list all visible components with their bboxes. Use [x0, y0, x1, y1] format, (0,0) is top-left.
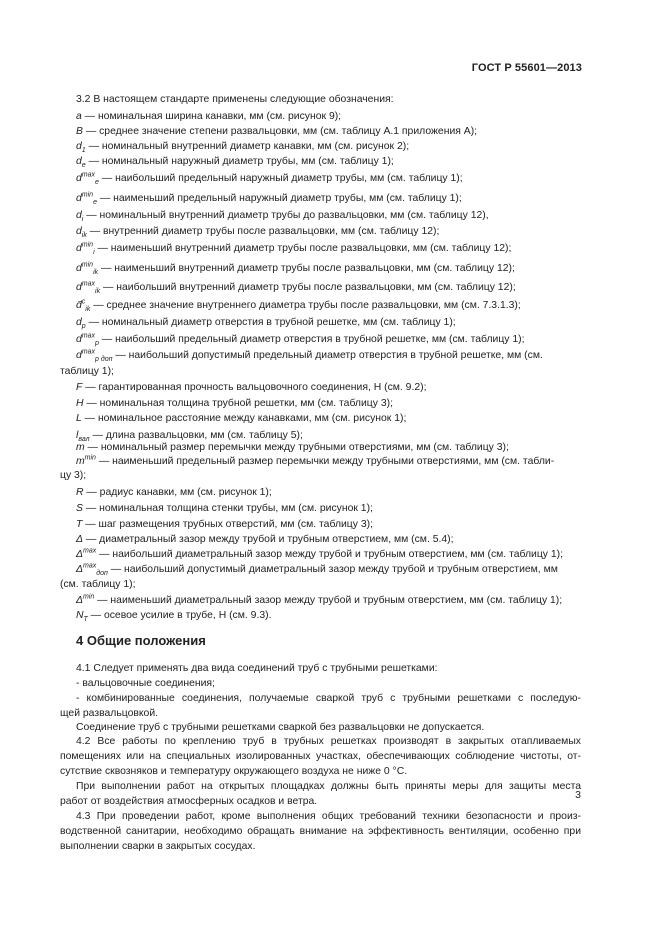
document-header: ГОСТ Р 55601—2013: [471, 62, 582, 74]
symbol-definition: — радиус канавки, мм (см. рисунок 1);: [83, 487, 272, 498]
symbol-definition: — номинальный диаметр отверстия в трубной решетке, мм (см. таблицу 1);: [85, 317, 456, 328]
symbol-definition: — номинальная ширина канавки, мм (см. рисунок 9);: [81, 111, 342, 122]
section-4-line: Соединение труб с трубными решетками сваркой без развальцовки не допускается.: [76, 722, 485, 733]
symbol-item: [76, 486, 272, 499]
symbol-definition: — номинальная толщина трубной решетки, мм (см. таблицу 3);: [83, 398, 393, 409]
page-number: 3: [575, 789, 581, 801]
symbol: T: [76, 519, 83, 530]
symbol-item: [76, 225, 439, 238]
symbol-item: [76, 548, 563, 561]
symbol-definition: — номинальный внутренний диаметр трубы до развальцовки, мм (см. таблицу 12),: [83, 210, 489, 221]
symbol: $\Delta^{max}$: [76, 547, 97, 560]
symbol: $d^{max}_e$: [76, 171, 99, 187]
symbol: $d_e$: [76, 156, 86, 170]
symbol-item: [76, 262, 515, 275]
section-4-line: щей развальцовкой.: [60, 708, 159, 719]
symbol: $d_p$: [76, 317, 86, 331]
symbol-item-delta-dop-cont: (см. таблицу 1);: [60, 579, 136, 590]
symbol-item: [76, 594, 562, 607]
symbol-definition: — наименьший диаметральный зазор между трубой и трубным отверстием, мм (см. таблицу 1);: [94, 595, 563, 606]
symbol-definition: — длина развальцовки, мм (см. таблицу 5);: [89, 430, 303, 441]
symbol: $N_T$: [76, 610, 88, 624]
symbol: $d^{min}_i$: [76, 241, 95, 257]
symbol-item: [76, 110, 341, 123]
section-4-line: водственной санитарии, необходимо обращать внимание на эффективность вентиляции, особенно при: [60, 826, 581, 837]
symbol-definition: — номинальное расстояние между канавками, мм (см. рисунок 1);: [81, 413, 407, 424]
symbol-definition: — гарантированная прочность вальцовочного соединения, Н (см. 9.2);: [82, 382, 427, 393]
symbol: Δ: [76, 534, 83, 545]
symbol-item: [76, 299, 521, 312]
symbol: $d_i$: [76, 210, 84, 224]
section-4-line: При выполнении работ на открытых площадках должны быть приняты меры для защиты места: [76, 781, 581, 792]
symbol-item: [76, 192, 462, 205]
symbol-item-dp-dop-cont: таблицу 1);: [60, 366, 114, 377]
symbol-item: [76, 333, 525, 346]
symbol: H: [76, 398, 84, 409]
symbol-item: [76, 397, 393, 410]
section-4-line: работ от воздействия атмосферных осадков и ветра.: [60, 796, 318, 807]
symbol-item: [76, 209, 489, 222]
symbol-definition: — номинальный размер перемычки между трубными отверстиями, мм (см. таблицу 3);: [84, 442, 509, 453]
symbol: $d^{max}_{ik}$: [76, 280, 101, 296]
symbol-item: [76, 502, 373, 515]
symbol-item: [76, 609, 271, 622]
symbol: $d^{max}_p$: [76, 332, 99, 348]
symbol-item: [76, 441, 509, 454]
section-3-2-intro: 3.2 В настоящем стандарте применены следующие обозначения:: [76, 94, 394, 105]
symbol-item: [76, 316, 456, 329]
symbol-item: [76, 533, 454, 546]
symbol-item-delta-dop: $\Delta^{max}_{доп}$ — наибольший допустимый диаметральный зазор между трубой и трубным отверстием, мм: [76, 562, 558, 578]
symbol-item: [76, 281, 516, 294]
symbol-definition: — номинальный внутренний диаметр канавки, мм (см. рисунок 2);: [85, 141, 410, 152]
symbol-definition: — наибольший диаметральный зазор между трубой и трубным отверстием, мм (см. таблицу 1);: [96, 549, 564, 560]
symbol-item: [76, 125, 477, 138]
symbol-definition: — наибольший внутренний диаметр трубы после развальцовки, мм (см. таблицу 12);: [100, 282, 516, 293]
symbol-item: [76, 140, 409, 153]
symbol-definition: — наибольший предельный наружный диаметр трубы, мм (см. таблицу 1);: [98, 173, 463, 184]
symbol-definition: — наименьший внутренний диаметр трубы после развальцовки, мм (см. таблицу 12);: [98, 263, 515, 274]
symbol-item: [76, 412, 406, 425]
section-4-line: - вальцовочные соединения;: [76, 678, 215, 689]
section-4-line: - комбинированные соединения, получаемые сваркой труб с трубными решетками с последую-: [76, 693, 581, 704]
symbol: $d^{min}_{ik}$: [76, 261, 99, 277]
symbol: $d^{min}_e$: [76, 191, 97, 207]
symbol-item-mmin-cont: цу 3);: [60, 470, 87, 481]
symbol-definition: — номинальная толщина стенки трубы, мм (см. рисунок 1);: [82, 503, 373, 514]
symbol: a: [76, 111, 82, 122]
symbol-definition: — среднее значение степени развальцовки, мм (см. таблицу А.1 приложения А);: [82, 126, 478, 137]
symbol-definition: — наименьший предельный наружный диаметр трубы, мм (см. таблицу 1);: [96, 193, 462, 204]
section-4-title: 4 Общие положения: [76, 633, 206, 648]
symbol-definition: — наименьший внутренний диаметр трубы после развальцовки, мм (см. таблицу 12);: [94, 243, 512, 254]
symbol-item: [76, 518, 373, 531]
symbol: d̄$^c_{ik}$: [76, 298, 91, 314]
symbol: F: [76, 382, 83, 393]
symbol: R: [76, 487, 84, 498]
symbol-item: [76, 172, 463, 185]
symbol-definition: — осевое усилие в трубе, Н (см. 9.3).: [87, 610, 272, 621]
symbol: m: [76, 442, 85, 453]
symbol-item-dp-dop: $d^{max}_{p доп}$ — наибольший допустимый предельный диаметр отверстия в трубной решетке, мм (см.: [76, 348, 543, 364]
symbol: $d_1$: [76, 141, 86, 155]
symbol-item-mmin: $m^{min}$ — наименьший предельный размер перемычки между трубными отверстиями, мм (см. табли-: [76, 454, 555, 467]
symbol-definition: — диаметральный зазор между трубой и трубным отверстием, мм (см. 5.4);: [82, 534, 454, 545]
section-4-line: 4.2 Все работы по креплению труб в трубных решетках производят в закрытых отапливаемых: [76, 736, 581, 747]
symbol-item: [76, 242, 511, 255]
symbol-definition: — наибольший предельный диаметр отверстия в трубной решетке, мм (см. таблицу 1);: [98, 334, 525, 345]
symbol: $d_{ik}$: [76, 226, 87, 240]
section-4-line: 4.3 При проведении работ, кроме выполнения общих требований техники безопасности и произ-: [76, 811, 581, 822]
symbol-item: [76, 381, 426, 394]
symbol: $\Delta^{min}$: [76, 593, 95, 606]
symbol-definition: — среднее значение внутреннего диаметра трубы после развальцовки, мм (см. 7.3.1.3);: [90, 300, 521, 311]
symbol-definition: — номинальный наружный диаметр трубы, мм (см. таблицу 1);: [85, 156, 394, 167]
section-4-line: помещениях или на специальных изолированных участках, обеспечивающих соблюдение чистоты, от-: [60, 751, 581, 762]
symbol: S: [76, 503, 83, 514]
symbol-item: [76, 155, 394, 168]
section-4-line: 4.1 Следует применять два вида соединений труб с трубными решетками:: [76, 663, 438, 674]
symbol: L: [76, 413, 82, 424]
symbol-definition: — шаг размещения трубных отверстий, мм (см. таблицу 3);: [82, 519, 373, 530]
section-4-line: выполнении сварки в закрытых сосудах.: [60, 841, 256, 852]
section-4-line: сутствие сквозняков и температуру окружающего воздуха не ниже 0 °С.: [60, 766, 408, 777]
symbol-definition: — внутренний диаметр трубы после развальцовки, мм (см. таблицу 12);: [86, 226, 440, 237]
symbol: $l_{вал}$: [76, 430, 90, 444]
symbol: B: [76, 126, 83, 137]
